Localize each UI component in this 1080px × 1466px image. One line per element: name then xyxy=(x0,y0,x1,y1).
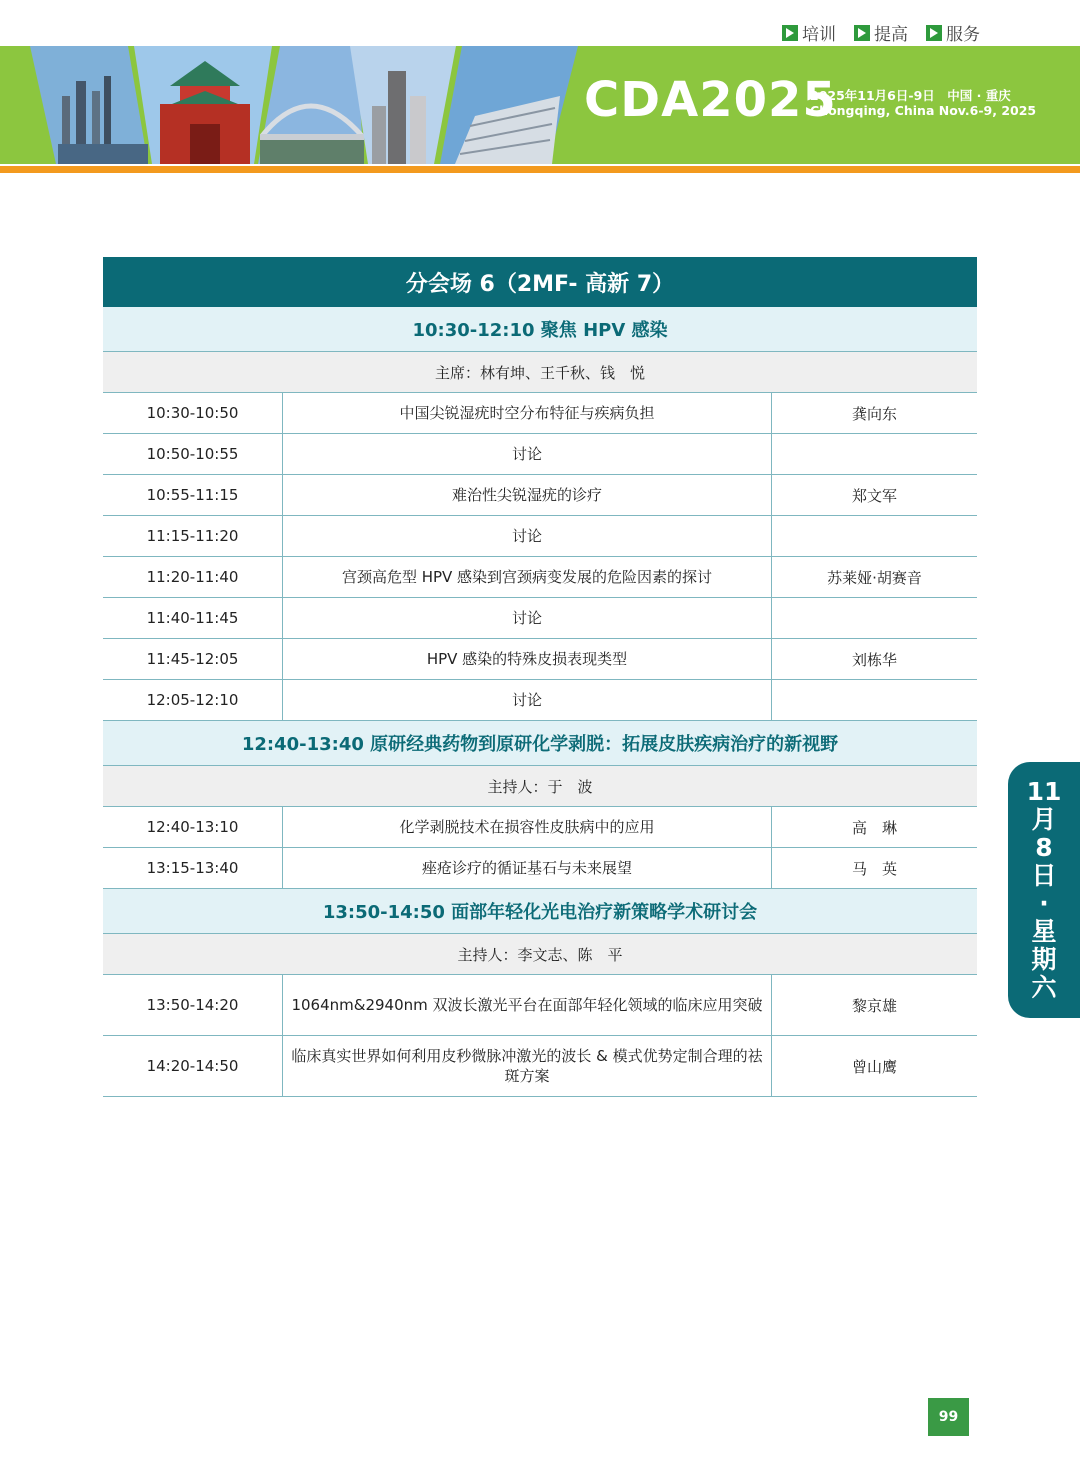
talk-topic: 讨论 xyxy=(283,598,772,638)
date-char: 月 xyxy=(1031,805,1057,834)
date-side-tab xyxy=(1008,762,1080,1018)
date-char: 11 xyxy=(1026,777,1062,806)
venue-title: 分会场 6（2MF- 高新 7） xyxy=(103,257,977,307)
date-char: 星 xyxy=(1031,917,1057,946)
tagline-text: 提高 xyxy=(874,25,908,45)
talk-topic: 痤疮诊疗的循证基石与未来展望 xyxy=(283,848,772,888)
table-row xyxy=(103,557,977,598)
talk-time: 11:45-12:05 xyxy=(103,639,283,679)
tagline-text: 培训 xyxy=(802,25,836,45)
talk-speaker: 刘栋华 xyxy=(851,650,897,669)
talk-speaker: 郑文军 xyxy=(851,486,897,505)
talk-speaker xyxy=(772,516,977,556)
date-char: 六 xyxy=(1031,973,1057,1002)
talk-time: 10:50-10:55 xyxy=(103,434,283,474)
talk-topic: 讨论 xyxy=(283,680,772,720)
tagline-item xyxy=(782,20,836,45)
date-char: · xyxy=(1039,889,1049,918)
talk-time: 13:50-14:20 xyxy=(103,975,283,1035)
table-row xyxy=(103,639,977,680)
table-row xyxy=(103,516,977,557)
event-date-cn: 2025年11月6日-9日 中国 · 重庆 xyxy=(810,88,1011,103)
play-arrow-icon xyxy=(854,25,870,41)
talk-speaker: 黎京雄 xyxy=(851,996,897,1015)
session-chair: 主持人：于 波 xyxy=(103,766,977,807)
table-row xyxy=(103,393,977,434)
talk-topic: 中国尖锐湿疣时空分布特征与疾病负担 xyxy=(283,393,772,433)
talk-time: 12:05-12:10 xyxy=(103,680,283,720)
talk-time: 10:55-11:15 xyxy=(103,475,283,515)
session-title: 13:50-14:50 面部年轻化光电治疗新策略学术研讨会 xyxy=(103,889,977,934)
talk-time: 10:30-10:50 xyxy=(103,393,283,433)
date-char: 8 xyxy=(1035,833,1053,862)
talk-speaker xyxy=(772,434,977,474)
play-arrow-icon xyxy=(926,25,942,41)
talk-topic: 讨论 xyxy=(283,516,772,556)
table-row xyxy=(103,598,977,639)
tagline-item xyxy=(854,20,908,45)
schedule-table xyxy=(103,257,977,1097)
talk-topic: HPV 感染的特殊皮损表现类型 xyxy=(283,639,772,679)
talk-topic: 1064nm&2940nm 双波长激光平台在面部年轻化领域的临床应用突破 xyxy=(283,975,772,1035)
session-title: 10:30-12:10 聚焦 HPV 感染 xyxy=(103,307,977,352)
table-row xyxy=(103,807,977,848)
table-row xyxy=(103,680,977,721)
talk-time: 13:15-13:40 xyxy=(103,848,283,888)
page-number: 99 xyxy=(928,1398,969,1436)
table-row xyxy=(103,848,977,889)
table-row xyxy=(103,975,977,1036)
talk-speaker: 曾山鹰 xyxy=(851,1057,897,1076)
session-chair: 主持人：李文志、陈 平 xyxy=(103,934,977,975)
talk-time: 14:20-14:50 xyxy=(103,1036,283,1096)
talk-speaker: 马 英 xyxy=(851,859,897,878)
table-row xyxy=(103,434,977,475)
tagline-item xyxy=(926,20,980,45)
session-title: 12:40-13:40 原研经典药物到原研化学剥脱：拓展皮肤疾病治疗的新视野 xyxy=(103,721,977,766)
talk-topic: 讨论 xyxy=(283,434,772,474)
talk-topic: 化学剥脱技术在损容性皮肤病中的应用 xyxy=(283,807,772,847)
tagline-text: 服务 xyxy=(946,25,980,45)
talk-time: 12:40-13:10 xyxy=(103,807,283,847)
talk-topic: 难治性尖锐湿疣的诊疗 xyxy=(283,475,772,515)
date-char: 期 xyxy=(1031,945,1057,974)
date-char: 日 xyxy=(1031,861,1057,890)
talk-speaker xyxy=(772,598,977,638)
talk-time: 11:15-11:20 xyxy=(103,516,283,556)
talk-speaker: 苏莱娅·胡赛音 xyxy=(827,568,922,587)
talk-speaker xyxy=(772,680,977,720)
brand-logo-text: CDA2025 xyxy=(584,72,837,128)
table-row xyxy=(103,475,977,516)
talk-topic: 宫颈高危型 HPV 感染到宫颈病变发展的危险因素的探讨 xyxy=(283,557,772,597)
play-arrow-icon xyxy=(782,25,798,41)
city-photo-strip xyxy=(0,46,590,164)
event-date-en: Chongqing, China Nov.6-9, 2025 xyxy=(810,103,1037,118)
event-info xyxy=(810,88,1036,118)
header-divider xyxy=(0,166,1080,173)
header-tagline xyxy=(782,20,980,45)
session-chair: 主席：林有坤、王千秋、钱 悦 xyxy=(103,352,977,393)
talk-speaker: 龚向东 xyxy=(851,404,897,423)
header-banner xyxy=(0,46,1080,164)
table-row xyxy=(103,1036,977,1097)
talk-time: 11:20-11:40 xyxy=(103,557,283,597)
talk-time: 11:40-11:45 xyxy=(103,598,283,638)
talk-topic: 临床真实世界如何利用皮秒微脉冲激光的波长 & 模式优势定制合理的祛斑方案 xyxy=(283,1036,772,1096)
talk-speaker: 高 琳 xyxy=(851,818,897,837)
